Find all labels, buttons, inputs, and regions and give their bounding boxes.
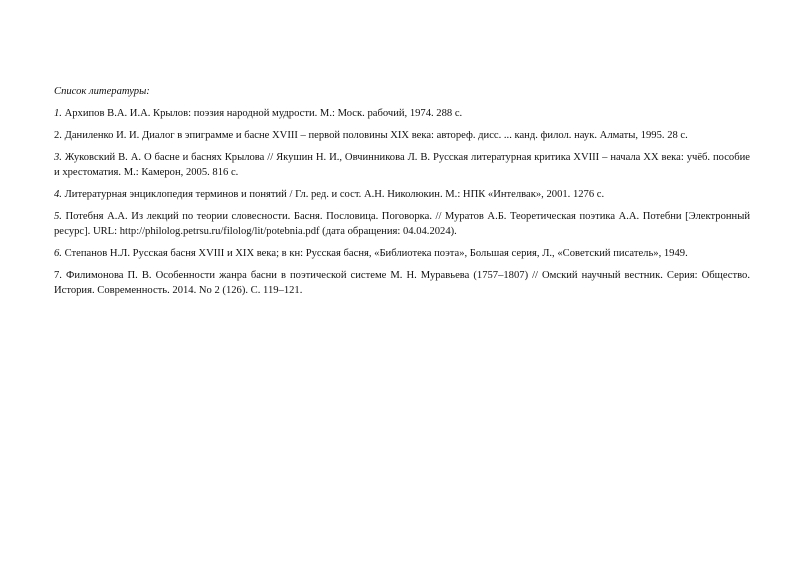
reference-number: 6. bbox=[54, 248, 62, 259]
reference-text: Потебня А.А. Из лекций по теории словесности. Басня. Пословица. Поговорка. // Муратов А.Б. Теоретическая поэтика А.А. Потебни [Электронный ресурс]. URL: http://philolog.petrsu.ru/filolog/lit/potebnia.pdf (дата обращения: 04.04.2024). bbox=[54, 211, 750, 237]
reference-item-6 bbox=[54, 246, 750, 261]
reference-item-4 bbox=[54, 187, 750, 202]
reference-number: 2. bbox=[54, 130, 62, 141]
bibliography-heading: Список литературы: bbox=[54, 86, 150, 97]
reference-text: Архипов В.А. И.А. Крылов: поэзия народной мудрости. М.: Моск. рабочий, 1974. 288 с. bbox=[61, 108, 463, 119]
reference-item-3 bbox=[54, 150, 750, 180]
reference-text: Филимонова П. В. Особенности жанра басни в поэтической системе М. Н. Муравьева (1757–1807) // Омский научный вестник. Серия: Общество. История. Современность. 2014. No 2 (126). С. 119–121. bbox=[54, 270, 750, 296]
reference-number: 5. bbox=[54, 211, 62, 222]
reference-number: 3. bbox=[54, 152, 62, 163]
reference-number: 4. bbox=[54, 189, 62, 200]
reference-item-1 bbox=[54, 106, 750, 121]
reference-item-2 bbox=[54, 128, 750, 143]
reference-item-5 bbox=[54, 209, 750, 239]
reference-text: Даниленко И. И. Диалог в эпиграмме и басне XVIII – первой половины XIX века: автореф. дисс. ... канд. филол. наук. Алматы, 1995. 28 с. bbox=[61, 130, 688, 141]
document-page bbox=[54, 84, 750, 305]
reference-number: 7. bbox=[54, 270, 62, 281]
reference-text: Литературная энциклопедия терминов и понятий / Гл. ред. и сост. А.Н. Николюкин. М.: НПК «Интелвак», 2001. 1276 с. bbox=[61, 189, 605, 200]
reference-text: Жуковский В. А. О басне и баснях Крылова // Якушин Н. И., Овчинникова Л. В. Русская литературная критика XVIII – начала XX века: учёб. пособие и хрестоматия. М.: Камерон, 2005. 816 с. bbox=[54, 152, 750, 178]
reference-item-7 bbox=[54, 268, 750, 298]
reference-number: 1. bbox=[54, 108, 62, 119]
reference-text: Степанов Н.Л. Русская басня XVIII и XIX века; в кн: Русская басня, «Библиотека поэта», Большая серия, Л., «Советский писатель», 1949. bbox=[61, 248, 688, 259]
